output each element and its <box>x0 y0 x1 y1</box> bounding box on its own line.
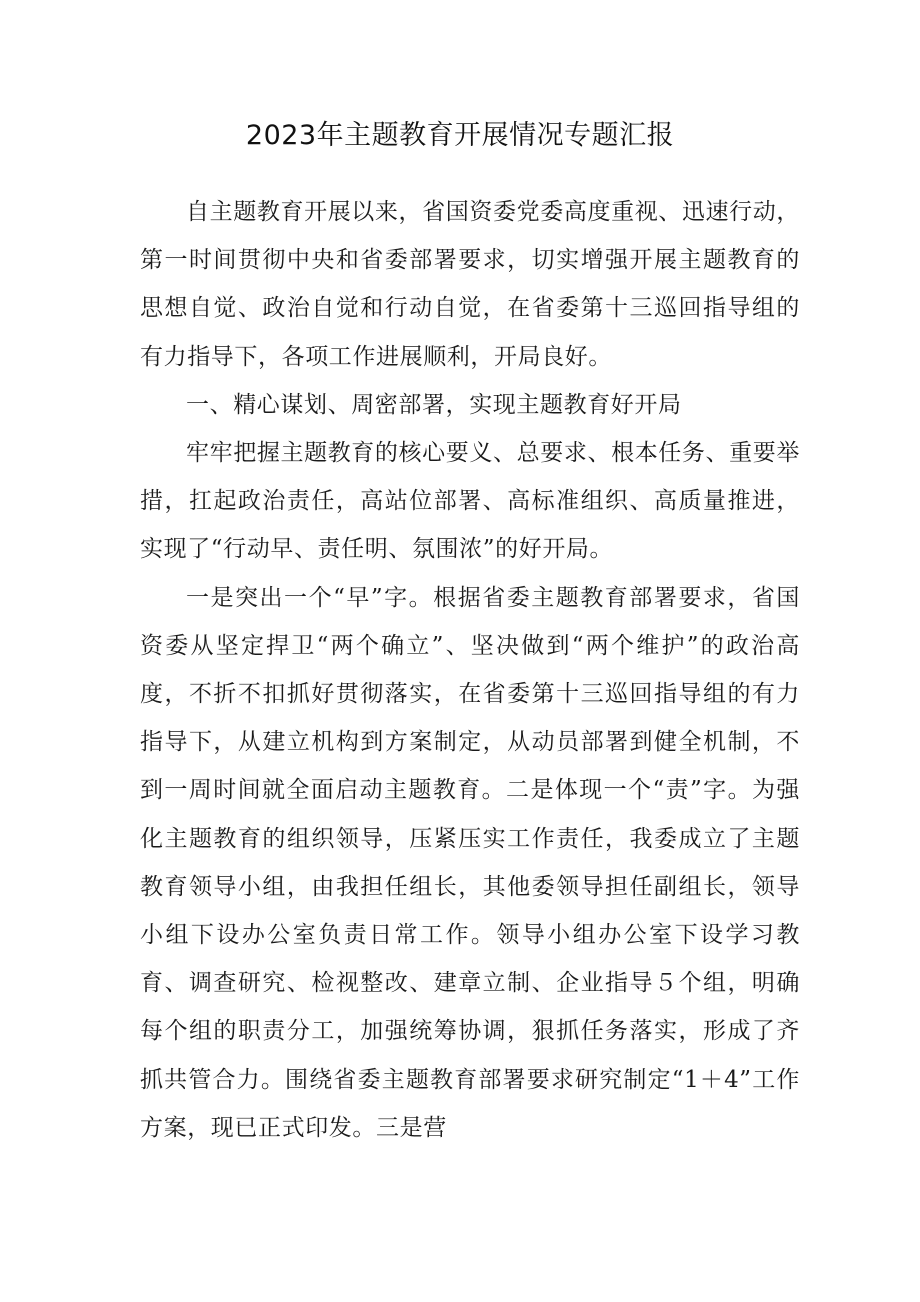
document-title: 2023年主题教育开展情况专题汇报 <box>245 120 675 151</box>
section-1-summary-paragraph: 牢牢把握主题教育的核心要义、总要求、根本任务、重要举措，扛起政治责任，高站位部署、高标准组织、高质量推进，实现了“行动早、责任明、氛围浓”的好开局。 <box>140 440 800 563</box>
intro-paragraph: 自主题教育开展以来，省国资委党委高度重视、迅速行动，第一时间贯彻中央和省委部署要求，切实增强开展主题教育的思想自觉、政治自觉和行动自觉，在省委第十三巡回指导组的有力指导下，各项工作进展顺利，开局良好。 <box>140 199 800 370</box>
section-1-detail-paragraph: 一是突出一个“早”字。根据省委主题教育部署要求，省国资委从坚定捍卫“两个确立”、坚决做到“两个维护”的政治高度，不折不扣抓好贯彻落实，在省委第十三巡回指导组的有力指导下，从建立机构到方案制定，从动员部署到健全机制，不到一周时间就全面启动主题教育。二是体现一个“责”字。为强化主题教育的组织领导，压紧压实工作责任，我委成立了主题教育领导小组，由我担任组长，其他委领导担任副组长，领导小组下设办公室负责日常工作。领导小组办公室下设学习教育、调查研究、检视整改、建章立制、企业指导５个组，明确每个组的职责分工，加强统筹协调，狠抓任务落实，形成了齐抓共管合力。围绕省委主题教育部署要求研究制定“1＋4”工作方案，现已正式印发。三是营 <box>140 584 800 1141</box>
document-body <box>140 188 800 1152</box>
section-heading-1: 一、精心谋划、周密部署，实现主题教育好开局 <box>186 391 682 418</box>
